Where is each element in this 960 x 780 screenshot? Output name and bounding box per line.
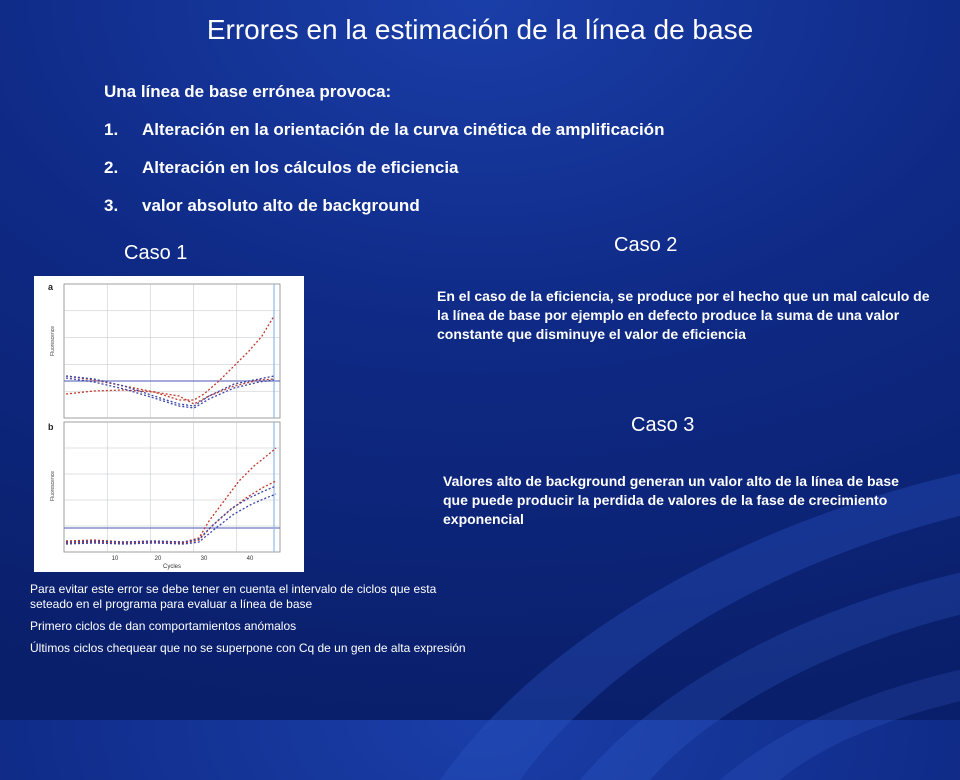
x-axis-label: Cycles: [162, 564, 182, 570]
panel-a-blue-curve-2: [66, 378, 274, 408]
amplification-figure: [34, 276, 304, 572]
list-number: 3.: [104, 196, 119, 215]
panel-b-label: b: [48, 422, 54, 432]
panel-b-grid: [64, 422, 280, 552]
list-item: [104, 158, 664, 196]
intro-text: Una línea de base errónea provoca:: [104, 82, 392, 101]
causes-list: [104, 120, 664, 234]
caso-2-text: En el caso de la eficiencia, se produce por el hecho que un mal calculo de la línea de base por ejemplo en defecto produce la suma de una valor constante que disminuye el valor de eficiencia: [437, 288, 930, 342]
x-tick-label: 30: [200, 556, 208, 562]
list-item: [104, 196, 664, 234]
list-number: 2.: [104, 158, 119, 177]
panel-a-label: a: [48, 282, 54, 292]
list-item: [104, 120, 664, 158]
list-text: Alteración en la orientación de la curva cinética de amplificación: [142, 120, 665, 139]
caso-2-label: Caso 2: [614, 234, 678, 256]
notes: [30, 582, 470, 663]
list-number: 1.: [104, 120, 119, 139]
panel-b-red-curve-2: [66, 481, 276, 543]
panel-a-red-curve-1: [66, 316, 274, 400]
panel-b-frame: [64, 422, 280, 552]
caso-3-text: Valores alto de background generan un valor alto de la línea de base que puede producir la perdida de valores de la fase de crecimiento exponencial: [443, 473, 899, 527]
note-1: Para evitar este error se debe tener en cuenta el intervalo de ciclos que esta seteado en el programa para evaluar a línea de base: [30, 582, 437, 611]
caso-3-label: Caso 3: [631, 414, 695, 436]
panel-b-blue-curve-2: [66, 494, 276, 544]
list-text: Alteración en los cálculos de eficiencia: [142, 158, 459, 177]
x-tick-label: 40: [246, 556, 254, 562]
panel-a-red-curve-2: [66, 379, 274, 404]
panel-b-blue-curve-1: [66, 486, 276, 542]
note-2: Primero ciclos de dan comportamientos anómalos: [30, 619, 297, 633]
panel-b-ylabel: Fluorescence: [50, 470, 56, 501]
amplification-plot: [34, 276, 304, 572]
note-3: Últimos ciclos chequear que no se superpone con Cq de un gen de alta expresión: [30, 641, 466, 655]
list-text: valor absoluto alto de background: [142, 196, 420, 215]
caso-1-label: Caso 1: [124, 242, 188, 264]
x-tick-label: 20: [154, 556, 162, 562]
panel-a-ylabel: Fluorescence: [50, 325, 56, 356]
page-title: Errores en la estimación de la línea de base: [206, 14, 754, 45]
x-tick-label: 10: [111, 556, 119, 562]
